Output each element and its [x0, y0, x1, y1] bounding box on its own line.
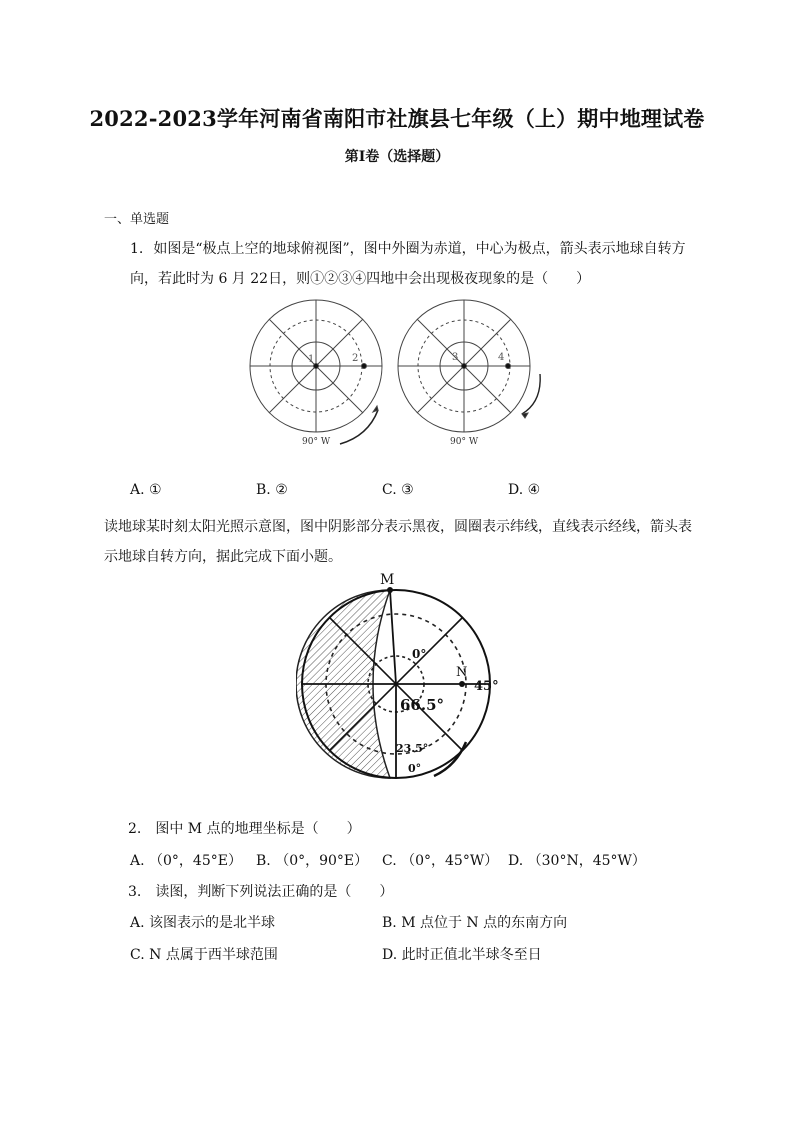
q2-option-d[interactable]: D. （30°N，45°W）: [508, 853, 646, 869]
label-66-5: 66.5°: [400, 696, 445, 714]
polar-view-figure: [240, 298, 560, 458]
q2-option-c[interactable]: C. （0°，45°W）: [382, 853, 499, 869]
option-b[interactable]: B. ②: [256, 482, 288, 498]
question-1-line2: 向，若此时为 6 月 22日，则①②③④四地中会出现极夜现象的是（ ）: [130, 271, 591, 287]
q3-option-c[interactable]: C. N 点属于西半球范围: [130, 947, 278, 963]
question-3-options-row2: [130, 944, 542, 964]
q2-option-b[interactable]: B. （0°，90°E）: [256, 853, 369, 869]
bottom-label-right: 90° W: [450, 437, 479, 447]
option-d[interactable]: D. ④: [508, 482, 541, 498]
circle-label-2: 2: [352, 353, 359, 364]
question-2: 2. 图中 M 点的地理坐标是（ ）: [128, 821, 361, 837]
circle-label-1: 1: [308, 354, 315, 365]
question-2-options: [130, 850, 646, 870]
page-subtitle: 第I卷（选择题）: [344, 149, 450, 165]
bottom-label-left: 90° W: [302, 437, 331, 447]
circle-label-4: 4: [498, 352, 505, 363]
q3-option-d[interactable]: D. 此时正值北半球冬至日: [382, 947, 542, 963]
polar-circle-right: [398, 300, 540, 432]
circle-label-3: 3: [452, 352, 459, 363]
question-1-number: 1.: [130, 241, 144, 257]
section-heading: 一、单选题: [104, 212, 170, 227]
question-1-text: 如图是“极点上空的地球俯视图”，图中外圈为赤道，中心为极点，箭头表示地球自转方: [153, 241, 686, 257]
label-n: N: [456, 665, 468, 680]
option-c[interactable]: C. ③: [382, 482, 414, 498]
question-3-options-row1: [130, 912, 567, 932]
question-3: 3. 读图，判断下列说法正确的是（ ）: [128, 884, 394, 900]
q3-option-b[interactable]: B. M 点位于 N 点的东南方向: [382, 915, 568, 931]
question-1-options: [130, 482, 540, 498]
label-23-5: 23.5°: [396, 742, 429, 755]
label-m: M: [380, 572, 395, 588]
label-0-top: 0°: [412, 647, 427, 661]
q2-option-a[interactable]: A. （0°，45°E）: [130, 853, 242, 869]
reading-intro-line1: 读地球某时刻太阳光照示意图，图中阴影部分表示黑夜，圆圈表示纬线，直线表示经线，箭头表: [104, 519, 692, 535]
reading-intro: [104, 512, 696, 572]
sunlight-diagram: [296, 566, 508, 780]
polar-circle-left: [250, 300, 382, 444]
question-1-line1: [130, 241, 686, 257]
label-0-bottom: 0°: [408, 762, 422, 775]
option-a[interactable]: A. ①: [130, 482, 162, 498]
question-1: [130, 234, 700, 294]
page-title: 2022-2023学年河南省南阳市社旗县七年级（上）期中地理试卷: [89, 106, 705, 131]
reading-intro-line2: 示地球自转方向，据此完成下面小题。: [104, 549, 342, 565]
label-45: 45°: [474, 679, 499, 694]
q3-option-a[interactable]: A. 该图表示的是北半球: [130, 915, 276, 931]
